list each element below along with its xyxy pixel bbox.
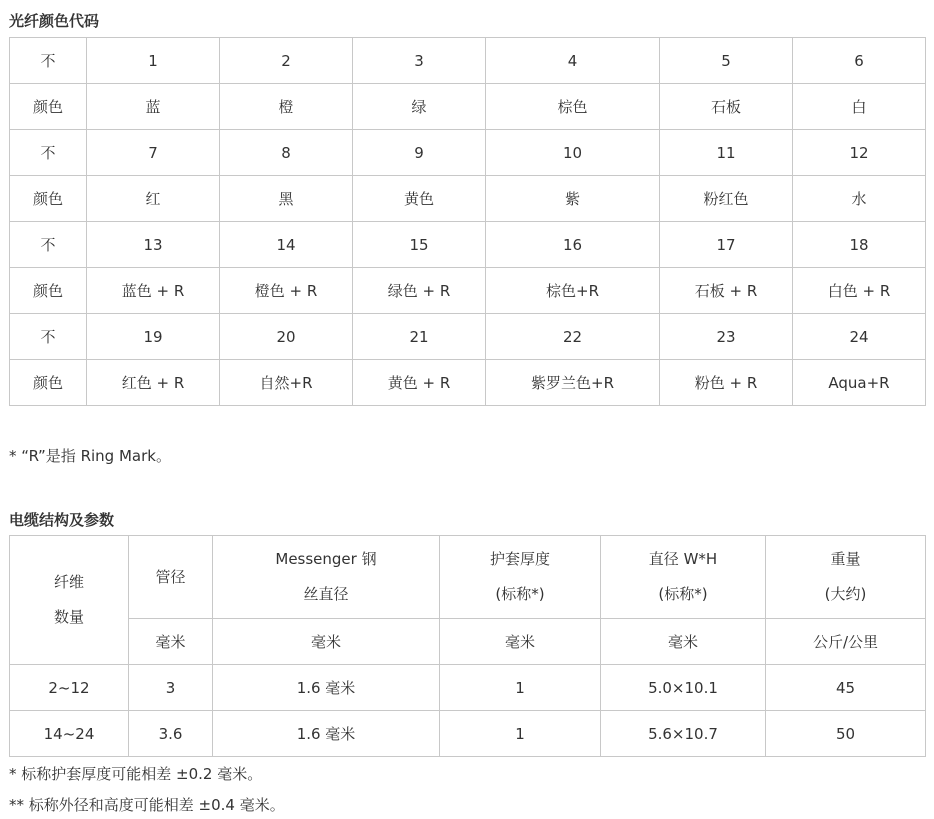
fiber-color-row: [10, 360, 926, 406]
table-cell: 1.6 毫米: [213, 665, 440, 711]
table-cell: 红色 + R: [87, 360, 220, 406]
table-cell: 黄色: [353, 176, 486, 222]
table-cell: 1.6 毫米: [213, 711, 440, 757]
messenger-header: [213, 536, 440, 619]
cable-structure-title: 电缆结构及参数: [9, 511, 115, 529]
table-cell: 绿: [353, 84, 486, 130]
table-cell: 20: [220, 314, 353, 360]
table-cell: 18: [793, 222, 926, 268]
fiber-color-row: [10, 268, 926, 314]
table-cell: 白色 + R: [793, 268, 926, 314]
jacket-header-line2: (标称*): [495, 585, 545, 603]
table-cell: 1: [440, 665, 601, 711]
table-cell: 棕色+R: [486, 268, 660, 314]
weight-header: [766, 536, 926, 619]
table-cell: 1: [87, 38, 220, 84]
fiber-color-row: [10, 176, 926, 222]
table-cell: 5.6×10.7: [601, 711, 766, 757]
table-cell: 11: [660, 130, 793, 176]
table-cell: 6: [793, 38, 926, 84]
table-cell: 9: [353, 130, 486, 176]
row-label-cell: 不: [10, 130, 87, 176]
row-label-cell: 不: [10, 314, 87, 360]
table-cell: 5: [660, 38, 793, 84]
fiber-number-row: [10, 130, 926, 176]
table-cell: 10: [486, 130, 660, 176]
table-cell: 22: [486, 314, 660, 360]
table-cell: 2: [220, 38, 353, 84]
diameter-tolerance-note: ** 标称外径和高度可能相差 ±0.4 毫米。: [9, 796, 285, 814]
table-cell: 21: [353, 314, 486, 360]
row-label-cell: 不: [10, 222, 87, 268]
table-cell: 蓝色 + R: [87, 268, 220, 314]
table-cell: 粉色 + R: [660, 360, 793, 406]
cable-data-row: [10, 711, 926, 757]
table-cell: 石板: [660, 84, 793, 130]
table-cell: 黑: [220, 176, 353, 222]
table-cell: 橙色 + R: [220, 268, 353, 314]
jacket-thickness-header: [440, 536, 601, 619]
fiber-color-row: [10, 84, 926, 130]
weight-header-line2: (大约): [824, 585, 867, 603]
fiber-number-row: [10, 314, 926, 360]
table-cell: 2~12: [10, 665, 129, 711]
table-cell: 16: [486, 222, 660, 268]
row-label-cell: 颜色: [10, 176, 87, 222]
table-cell: 45: [766, 665, 926, 711]
table-cell: 自然+R: [220, 360, 353, 406]
table-cell: 3.6: [129, 711, 213, 757]
table-cell: 绿色 + R: [353, 268, 486, 314]
table-cell: 石板 + R: [660, 268, 793, 314]
row-label-cell: 颜色: [10, 360, 87, 406]
table-cell: 橙: [220, 84, 353, 130]
cable-units-row: [10, 619, 926, 665]
messenger-header-line2: 丝直径: [303, 585, 349, 603]
fiber-count-header-line2: 数量: [53, 608, 84, 626]
table-cell: 3: [353, 38, 486, 84]
table-cell: 水: [793, 176, 926, 222]
jacket-header-line1: 护套厚度: [489, 550, 550, 568]
fiber-color-table: [9, 37, 926, 406]
table-cell: 红: [87, 176, 220, 222]
table-cell: Aqua+R: [793, 360, 926, 406]
table-cell: 12: [793, 130, 926, 176]
diameter-header-line2: (标称*): [658, 585, 708, 603]
table-cell: 粉红色: [660, 176, 793, 222]
table-cell: 紫罗兰色+R: [486, 360, 660, 406]
table-cell: 7: [87, 130, 220, 176]
diameter-header: [601, 536, 766, 619]
table-cell: 蓝: [87, 84, 220, 130]
table-cell: 17: [660, 222, 793, 268]
table-cell: 1: [440, 711, 601, 757]
jacket-tolerance-note: * 标称护套厚度可能相差 ±0.2 毫米。: [9, 765, 263, 783]
weight-header-line1: 重量: [830, 550, 861, 568]
table-cell: 24: [793, 314, 926, 360]
unit-cell: 毫米: [440, 619, 601, 665]
tube-diameter-header: 管径: [129, 536, 213, 619]
unit-cell: 公斤/公里: [766, 619, 926, 665]
table-cell: 5.0×10.1: [601, 665, 766, 711]
row-label-cell: 不: [10, 38, 87, 84]
unit-cell: 毫米: [213, 619, 440, 665]
fiber-count-header-line1: 纤维: [53, 573, 84, 591]
table-cell: 黄色 + R: [353, 360, 486, 406]
fiber-count-header: [10, 536, 129, 665]
row-label-cell: 颜色: [10, 268, 87, 314]
unit-cell: 毫米: [129, 619, 213, 665]
unit-cell: 毫米: [601, 619, 766, 665]
table-cell: 14~24: [10, 711, 129, 757]
table-cell: 19: [87, 314, 220, 360]
diameter-header-line1: 直径 W*H: [648, 550, 718, 568]
table-cell: 13: [87, 222, 220, 268]
table-cell: 3: [129, 665, 213, 711]
fiber-number-row: [10, 38, 926, 84]
table-cell: 14: [220, 222, 353, 268]
cable-data-row: [10, 665, 926, 711]
fiber-number-row: [10, 222, 926, 268]
table-cell: 8: [220, 130, 353, 176]
ring-mark-note: * “R”是指 Ring Mark。: [9, 447, 171, 465]
cable-parameter-table: [9, 535, 926, 757]
table-cell: 紫: [486, 176, 660, 222]
table-cell: 棕色: [486, 84, 660, 130]
table-cell: 15: [353, 222, 486, 268]
fiber-color-code-title: 光纤颜色代码: [9, 12, 100, 30]
table-cell: 4: [486, 38, 660, 84]
table-cell: 50: [766, 711, 926, 757]
table-cell: 白: [793, 84, 926, 130]
messenger-header-line1: Messenger 钢: [275, 550, 377, 568]
row-label-cell: 颜色: [10, 84, 87, 130]
table-cell: 23: [660, 314, 793, 360]
